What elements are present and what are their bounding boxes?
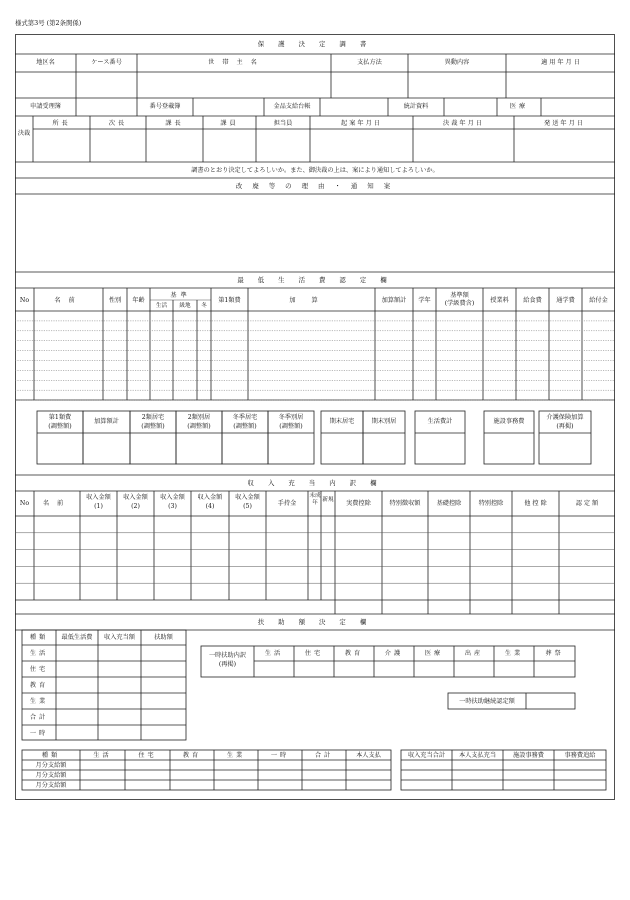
shunyu-no: No [19,500,30,507]
saitei-nenrei: 年齢 [132,297,145,304]
bottom-head-ichiji: 一時 [270,752,290,759]
right-head-jimuhi: 事務費追給 [564,752,596,759]
kessai-kachou: 課長 [165,120,184,127]
ichiji-shussan: 出産 [464,650,484,657]
form-id: 様式第3号 (第2条関係) [15,19,82,27]
fujo-head-saitei: 最低生活費 [61,634,93,641]
col-chiku: 地区名 [36,59,55,66]
shunyu-miseinen: 未成年 [309,493,321,506]
ichiji-kaigo: 介護 [384,650,404,657]
row2-bangou: 番号登載簿 [149,103,181,110]
ichiji-iryou: 医療 [424,650,444,657]
ichiji-label-sub: (再掲) [218,661,237,668]
sum-kaigo-sub: (再掲) [556,423,574,430]
fujo-row-seikatsu: 生活 [29,650,49,657]
shunyu-title: 収 入 充 当 内 訳 欄 [247,479,383,487]
sum-2rui-kyotaku: 2類居宅 [141,414,165,421]
saitei-name: 名前 [54,297,83,304]
shunyu-k1-n: (1) [94,503,103,510]
sum-touki-bekkyo: 冬季別居 [278,414,304,421]
saitei-kijun-fuyu: 冬 [201,303,207,309]
fujo-head-shurui: 種類 [29,634,49,641]
col-case: ケース番号 [91,59,122,66]
riyuu-title: 改 廃 等 の 理 由 ・ 通 知 案 [235,182,395,190]
kessai-kain: 課員 [220,120,239,127]
bottom-head-seigyou: 生業 [226,752,246,759]
fujo-row-seigyou: 生業 [29,698,49,705]
saitei-jugyou: 授業料 [490,297,509,304]
saitei-kasan: 加算 [289,297,334,304]
ichiji-jutaku: 住宅 [304,650,324,657]
sum-shisetsu: 施設事務費 [493,418,525,425]
kessai-kessai: 決裁年月日 [443,120,484,127]
right-head-shunyu: 収入充当合計 [407,752,446,759]
kessai-label: 決裁 [17,130,31,137]
saitei-kyufukin: 給付金 [589,297,608,304]
bottom-row-3: 月分支給額 [35,782,67,789]
ichiji-seikatsu: 生活 [264,650,284,657]
bottom-head-jutaku: 住宅 [138,752,157,759]
keizoku-label: 一時扶助継続認定額 [459,698,515,705]
shunyu-jippi: 実費控除 [346,500,371,507]
shunyu-sonota: 他 控 除 [524,500,547,507]
row2-toukei: 統計資料 [403,103,429,110]
fujo-row-ichiji: 一時 [29,730,49,737]
col-shiharai: 支払方法 [357,59,382,66]
kessai-note: 調書のとおり決定してよろしいか。また、御決裁の上は、案により通知してよろしいか。 [191,167,439,174]
saitei-kijungaku: 基準額 [450,292,469,299]
shunyu-k4: 収入金額 [197,494,223,501]
shunyu-k5-n: (5) [243,503,252,510]
row2-iryou: 医療 [509,103,529,110]
kessai-hassou: 発送年月日 [544,120,585,127]
shunyu-tokubetsu-shunyu: 特別徴収額 [389,500,421,507]
sum-touki-bekkyo-sub: (調整額) [279,423,303,430]
fujo-row-goukei: 合計 [29,714,49,721]
fujo-row-kyouiku: 教育 [29,682,49,689]
ichiji-label: 一時扶助内訳 [208,652,247,659]
shunyu-k1: 収入金額 [86,494,111,501]
fujo-row-jutaku: 住宅 [29,666,49,673]
fujo-head-shunyu: 収入充当額 [104,634,135,641]
shunyu-tokubetsu: 特別控除 [478,500,504,507]
kessai-tantou: 担当員 [273,120,293,127]
hogo-title: 保 護 決 定 調 書 [257,40,373,48]
shunyu-name: 名前 [42,500,72,507]
shunyu-k3: 収入金額 [160,494,185,501]
shunyu-k2: 収入金額 [123,494,148,501]
sum-2rui-kyotaku-sub: (調整額) [141,423,165,430]
shunyu-nintei: 認 定 額 [575,500,599,507]
sum-dai1: 第1類費 [48,414,72,421]
saitei-gakunen: 学年 [418,297,431,304]
saitei-kijun: 基準 [170,292,191,299]
right-head-honnin: 本人支払充当 [458,752,497,759]
bottom-row-1: 月分支給額 [35,762,67,769]
saitei-no: No [19,297,30,304]
bottom-head-shurui: 種類 [41,752,61,759]
shunyu-tedori: 手持金 [277,500,297,507]
saitei-tsugaku: 通学費 [556,297,575,304]
saitei-kijungaku-sub: (学級費含) [444,300,475,307]
sum-kimatsu-kyotaku: 期末居宅 [329,418,355,425]
row2-shinsei: 申請受理簿 [30,103,61,110]
col-setainushi: 世 帯 主 名 [208,59,260,66]
saitei-kyushoku: 給食費 [523,297,542,304]
sum-touki-kyotaku: 冬季居宅 [232,414,258,421]
shunyu-kiso: 基礎控除 [436,500,462,507]
saitei-kasangaku: 加算額計 [381,297,407,304]
shunyu-k2-n: (2) [131,503,140,510]
shunyu-k3-n: (3) [168,503,177,510]
shunyu-shinki: 新規 [322,497,334,503]
col-idou: 異動内容 [444,59,470,66]
right-head-shisetsu: 施設事務費 [513,752,544,759]
sum-2rui-bekkyo-sub: (調整額) [187,423,211,430]
saitei-title: 最 低 生 活 費 認 定 欄 [237,276,393,284]
sum-kaigo: 介護保険加算 [546,414,584,421]
bottom-head-goukei: 合計 [314,752,334,759]
bottom-head-honnin: 本人支払 [356,752,381,759]
sum-2rui-bekkyo: 2類別居 [187,414,211,421]
kessai-kian: 起案年月日 [341,120,382,127]
saitei-seibetsu: 性別 [108,297,122,304]
shunyu-k5: 収入金額 [235,494,260,501]
sum-touki-kyotaku-sub: (調整額) [233,423,257,430]
ichiji-sousai: 葬祭 [545,650,564,657]
sum-kasan: 加算額計 [94,418,119,425]
fujo-title: 扶 助 額 決 定 欄 [257,618,373,626]
kessai-shochou: 所長 [52,120,71,127]
shunyu-k4-n: (4) [205,503,215,510]
ichiji-kyouiku: 教育 [344,650,364,657]
bottom-row-2: 月分支給額 [35,772,67,779]
saitei-kijun-kyuchi: 級地 [179,303,191,309]
col-tekiyou: 適 用 年 月 日 [541,59,580,66]
fujo-head-fujo: 扶助額 [154,634,173,641]
sum-kimatsu-bekkyo: 期末別居 [371,418,397,425]
saitei-kijun-seikatsu: 生活 [155,303,168,309]
bottom-head-seikatsu: 生活 [93,752,112,759]
sum-seikatsuhi: 生活費計 [427,418,453,425]
ichiji-seigyou: 生業 [504,650,524,657]
saitei-dai1: 第1類費 [218,297,241,304]
row2-kinpin: 金品支給台帳 [273,103,311,110]
sum-dai1-sub: (調整額) [48,423,72,430]
kessai-jichou: 次長 [108,120,128,127]
bottom-head-kyouiku: 教育 [182,752,202,759]
